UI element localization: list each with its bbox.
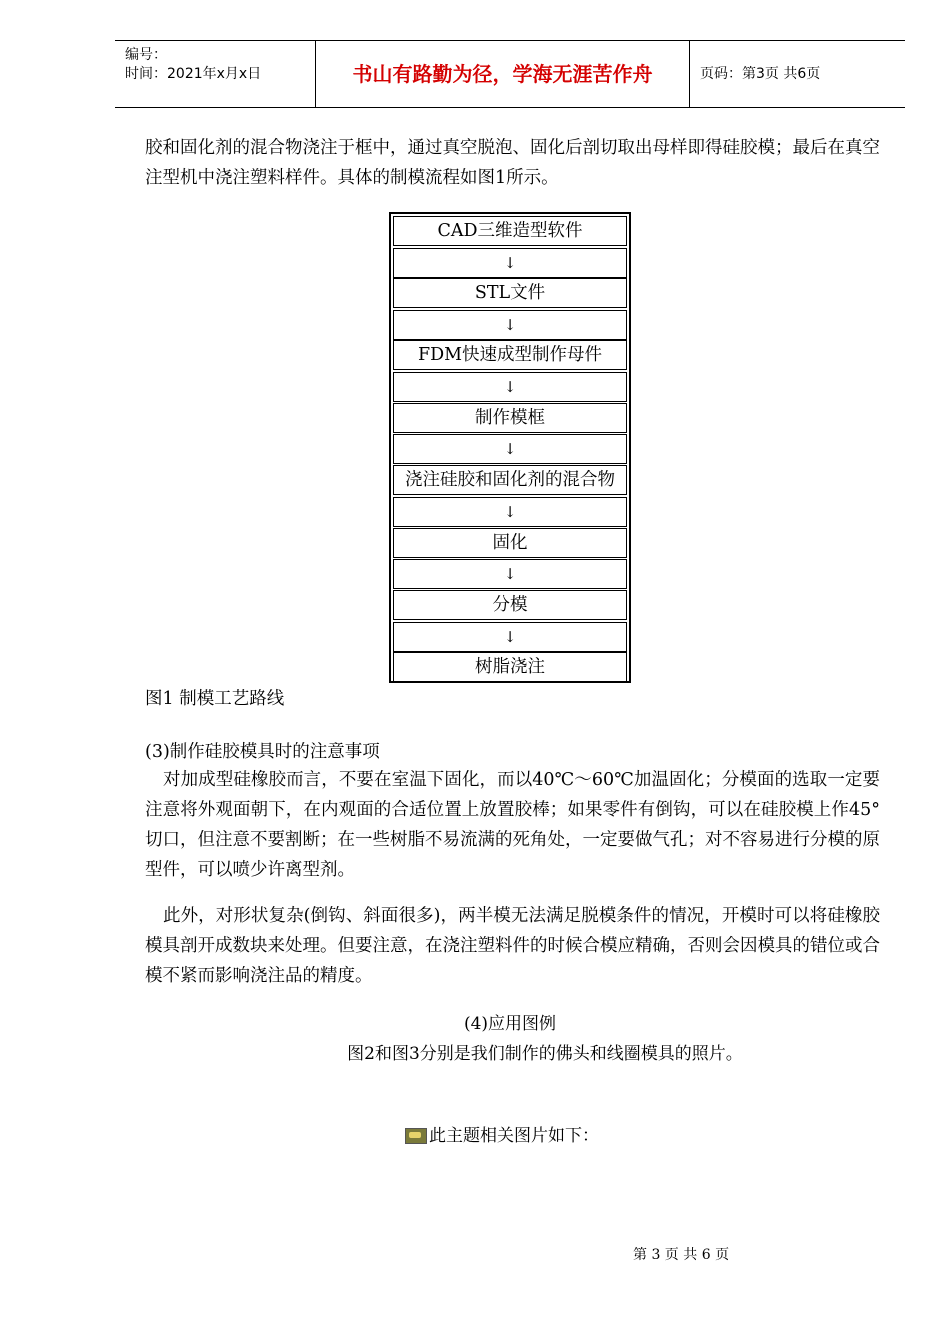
header-motto: 书山有路勤为径，学海无涯苦作舟: [316, 41, 690, 107]
flow-arrow: ↓: [393, 559, 627, 589]
page-header: [115, 40, 905, 108]
flow-arrow: ↓: [393, 434, 627, 464]
related-images-line: [405, 1123, 599, 1149]
number-label: 编号：: [125, 47, 167, 63]
flow-step-cure: 固化: [393, 528, 627, 558]
paragraph-4: 此外，对形状复杂(倒钩、斜面很多)，两半模无法满足脱模条件的情况，开模时可以将硅橡胶模具剖开成数块来处理。但要注意，在浇注塑料件的时候合模应精确，否则会因模具的错位或合模不紧而影响浇注品的精度。: [145, 906, 880, 986]
flow-step-resin-casting: 树脂浇注: [393, 652, 627, 682]
process-flowchart: [389, 212, 631, 683]
flow-arrow: ↓: [393, 497, 627, 527]
image-icon: [405, 1128, 427, 1144]
paragraph-3: 对加成型硅橡胶而言，不要在室温下固化，而以40℃～60℃加温固化；分模面的选取一定要注意将外观面朝下，在内观面的合适位置上放置胶棒；如果零件有倒钩，可以在硅胶模上作45°切口，但注意不要割断；在一些树脂不易流满的死角处，一定要做气孔；对不容易进行分模的原型件，可以喷少许离型剂。: [145, 770, 880, 880]
header-left-cell: [115, 41, 316, 107]
flow-arrow: ↓: [393, 248, 627, 278]
section-3-heading: (3)制作硅胶模具时的注意事项: [145, 742, 380, 762]
flow-step-stl: STL文件: [393, 278, 627, 308]
flow-step-fdm: FDM快速成型制作母件: [393, 340, 627, 370]
related-images-text: 此主题相关图片如下：: [429, 1126, 599, 1146]
flow-step-cad: CAD三维造型软件: [393, 216, 627, 246]
figure-caption: 图1 制模工艺路线: [145, 689, 285, 709]
header-page-info: 页码：第3页 共6页: [700, 66, 821, 82]
paragraph-5: 图2和图3分别是我们制作的佛头和线圈模具的照片。: [347, 1044, 743, 1064]
flow-step-pour-silicone: 浇注硅胶和固化剂的混合物: [393, 465, 627, 495]
flow-step-mold-frame: 制作模框: [393, 403, 627, 433]
section-4-heading: (4)应用图例: [463, 1014, 557, 1034]
paragraph-1: 胶和固化剂的混合物浇注于框中，通过真空脱泡、固化后剖切取出母样即得硅胶模；最后在真空注型机中浇注塑料样件。具体的制模流程如图1所示。: [145, 138, 880, 188]
time-label: 时间：2021年x月x日: [125, 66, 262, 82]
flow-step-split-mold: 分模: [393, 590, 627, 620]
flow-arrow: ↓: [393, 310, 627, 340]
flow-arrow: ↓: [393, 372, 627, 402]
flow-arrow: ↓: [393, 622, 627, 652]
page-footer: 第 3 页 共 6 页: [633, 1247, 730, 1263]
